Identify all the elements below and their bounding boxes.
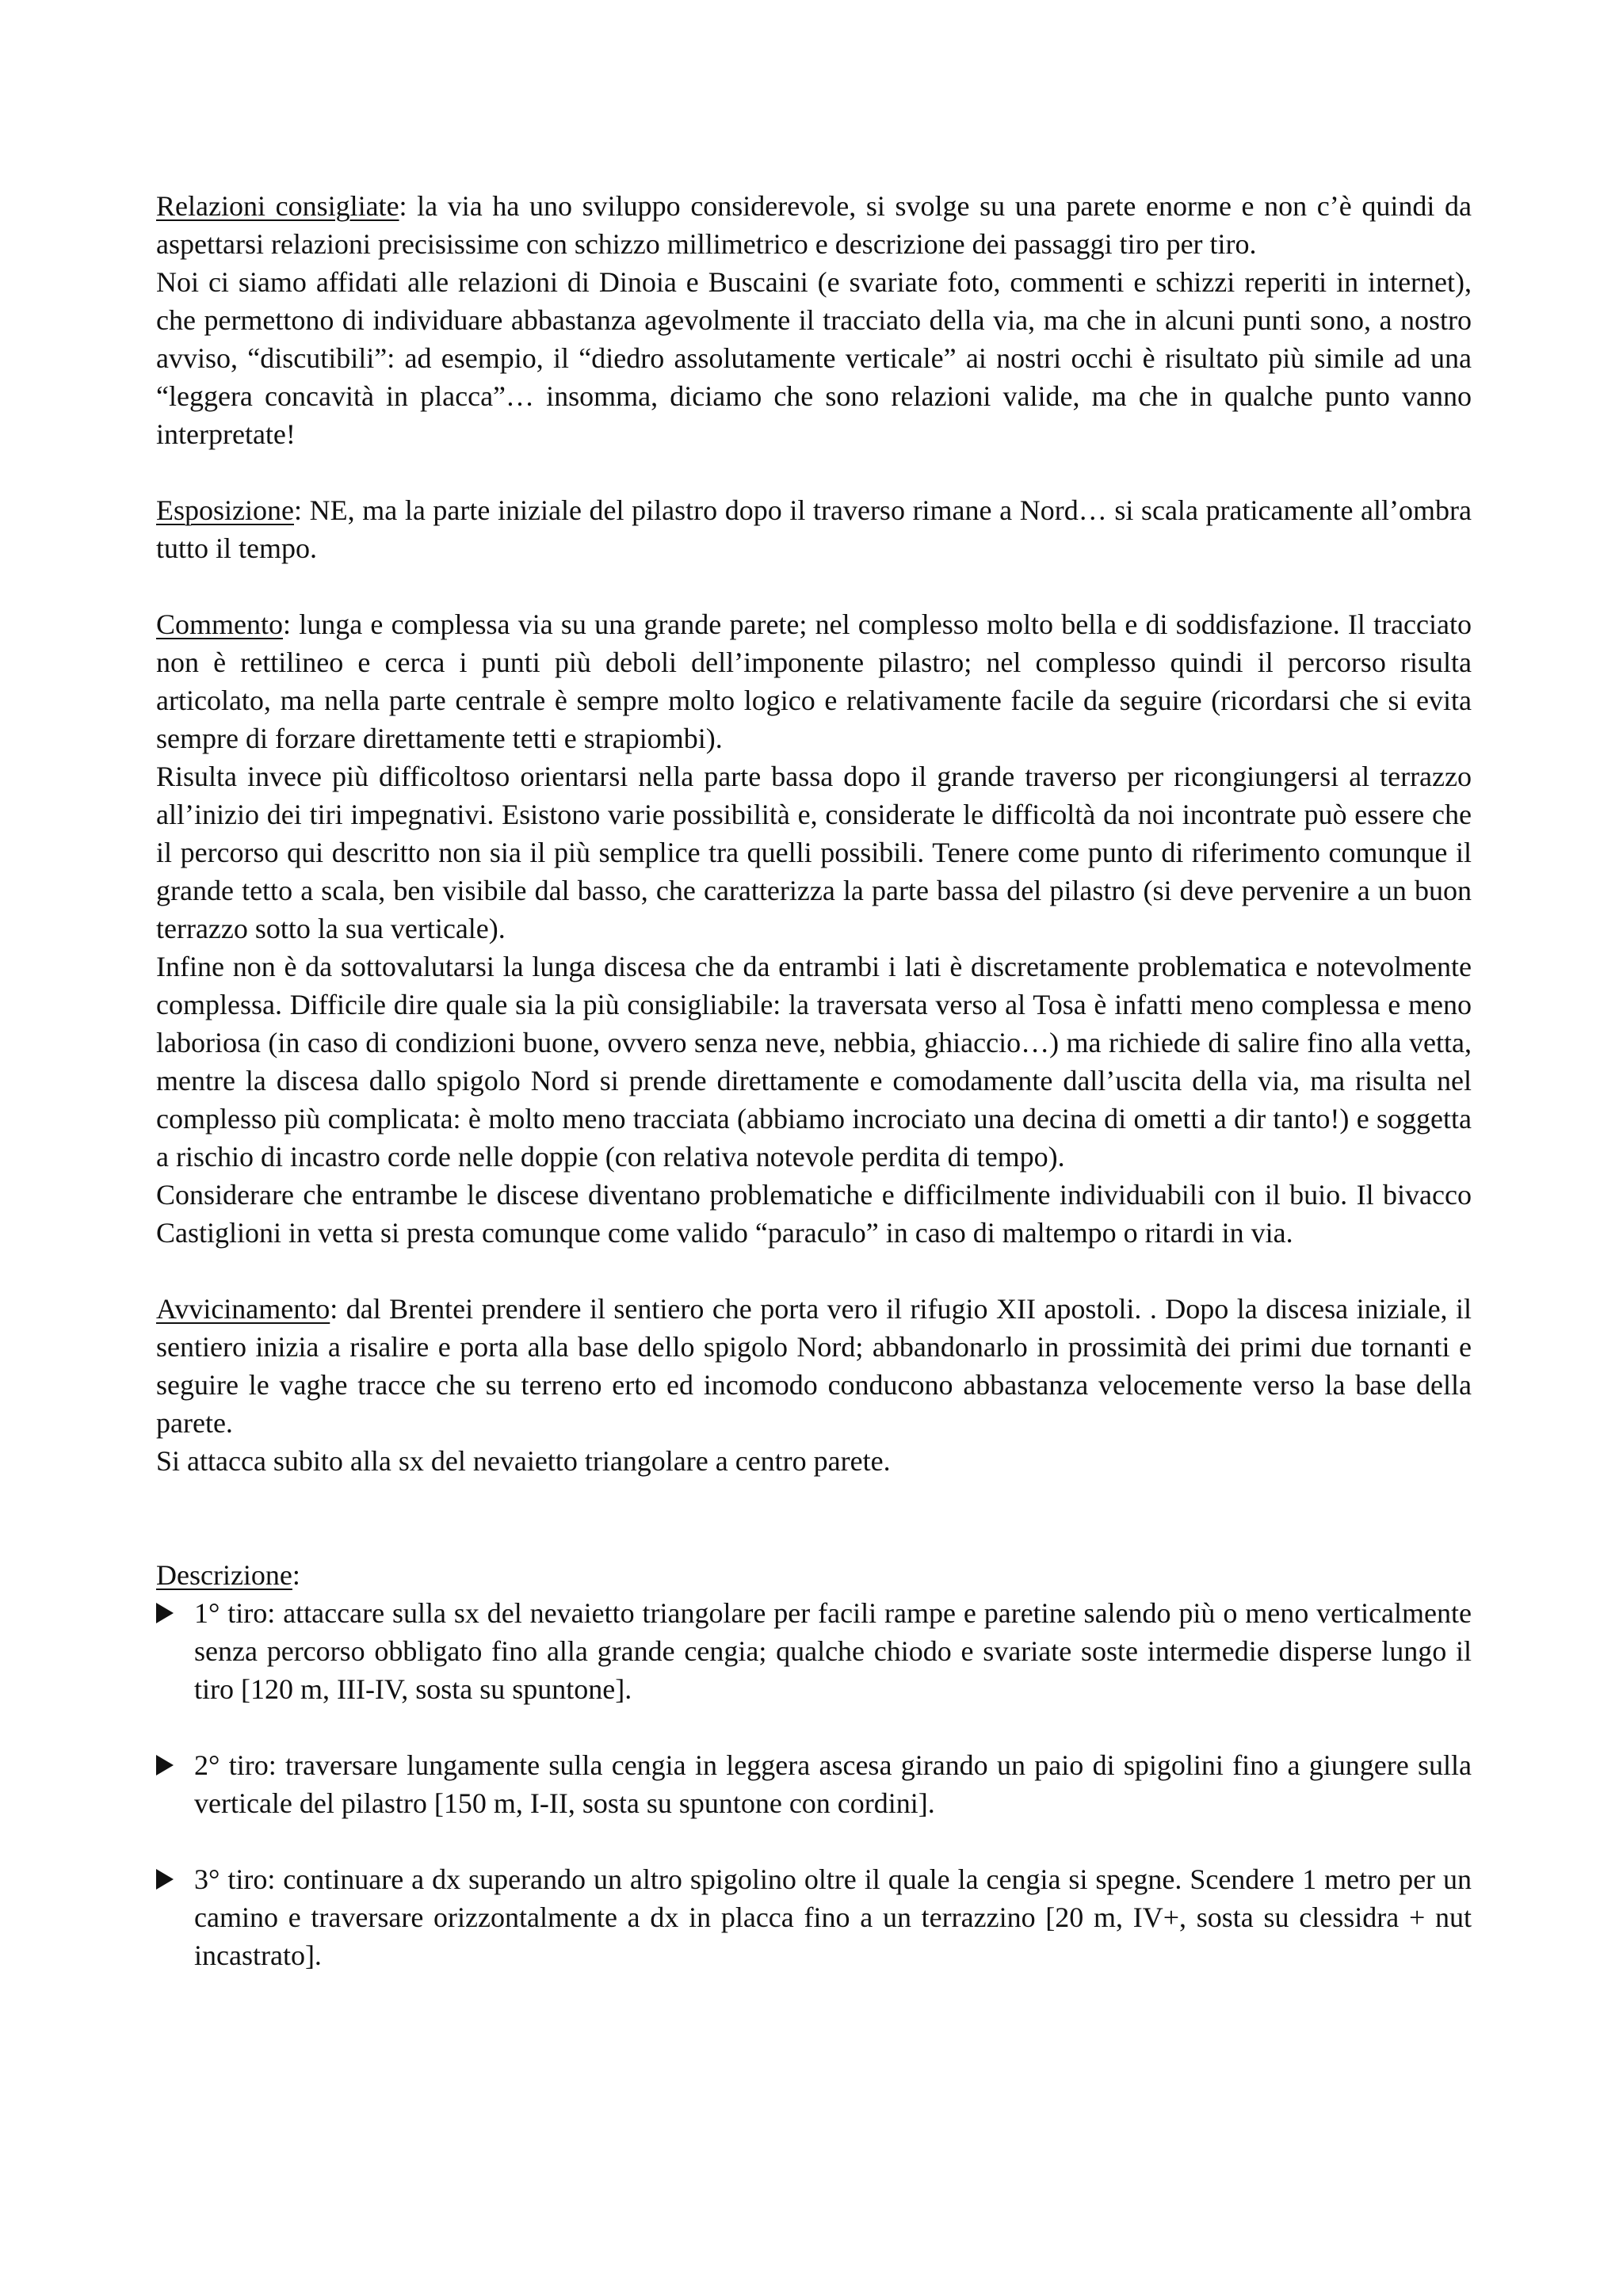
arrow-bullet-icon xyxy=(156,1869,174,1890)
pitch-item-3 xyxy=(156,1860,1472,1974)
avvicinamento-paragraph-1 xyxy=(156,1290,1472,1442)
avvicinamento-text-1: : dal Brentei prendere il sentiero che porta vero il rifugio XII apostoli. . Dopo la discesa iniziale, il sentiero inizia a risalire e porta alla base dello spigolo Nord; abbandonarlo in prossimità dei primi due tornanti e seguire le vaghe tracce che su terreno erto ed incomodo conducono abbastanza velocemente verso la base della parete. xyxy=(156,1293,1472,1439)
commento-text-1: : lunga e complessa via su una grande parete; nel complesso molto bella e di soddisfazione. Il tracciato non è rettilineo e cerca i punti più deboli dell’imponente pilastro; nel complesso quindi il percorso risulta articolato, ma nella parte centrale è sempre molto logico e relativamente facile da seguire (ricordarsi che si evita sempre di forzare direttamente tetti e strapiombi). xyxy=(156,608,1472,754)
commento-paragraph-3: Infine non è da sottovalutarsi la lunga discesa che da entrambi i lati è discretamente problematica e notevolmente complessa. Difficile dire quale sia la più consigliabile: la traversata verso al Tosa è infatti meno complessa e meno laboriosa (in caso di condizioni buone, ovvero senza neve, nebbia, ghiaccio…) ma richiede di salire fino alla vetta, mentre la discesa dallo spigolo Nord si prende direttamente e comodamente dall’uscita della via, ma risulta nel complesso più complicata: è molto meno tracciata (abbiamo incrociato una decina di ometti a dir tanto!) e soggetta a rischio di incastro corde nelle doppie (con relativa notevole perdita di tempo). xyxy=(156,951,1472,1173)
document-page xyxy=(156,187,1472,1974)
commento-paragraph-1 xyxy=(156,605,1472,757)
relazioni-text-1: : la via ha uno sviluppo considerevole, si svolge su una parete enorme e non c’è quindi da aspettarsi relazioni precisissime con schizzo millimetrico e descrizione dei passaggi tiro per tiro. xyxy=(156,190,1472,260)
arrow-bullet-icon xyxy=(156,1603,174,1623)
avvicinamento-heading: Avvicinamento xyxy=(156,1293,330,1325)
esposizione-heading: Esposizione xyxy=(156,494,294,526)
avvicinamento-paragraph-2: Si attacca subito alla sx del nevaietto triangolare a centro parete. xyxy=(156,1445,891,1477)
spacer xyxy=(156,1822,1472,1860)
relazioni-paragraph-2: Noi ci siamo affidati alle relazioni di Dinoia e Buscaini (e svariate foto, commenti e schizzi reperiti in internet), che permettono di individuare abbastanza agevolmente il tracciato della via, ma che in alcuni punti sono, a nostro avviso, “discutibili”: ad esempio, il “diedro assolutamente verticale” ai nostri occhi è risultato più simile ad una “leggera concavità in placca”… insomma, diciamo che sono relazioni valide, ma che in qualche punto vanno interpretate! xyxy=(156,266,1472,450)
spacer xyxy=(156,453,1472,491)
esposizione-paragraph xyxy=(156,491,1472,567)
arrow-bullet-icon xyxy=(156,1755,174,1775)
pitch-text: 2° tiro: traversare lungamente sulla cengia in leggera ascesa girando un paio di spigolini fino a giungere sulla verticale del pilastro [150 m, I-II, sosta su spuntone con cordini]. xyxy=(194,1749,1472,1819)
spacer xyxy=(156,1480,1472,1556)
commento-heading: Commento xyxy=(156,608,283,640)
commento-paragraph-2: Risulta invece più difficoltoso orientarsi nella parte bassa dopo il grande traverso per ricongiungersi al terrazzo all’inizio dei tiri impegnativi. Esistono varie possibilità e, considerate le difficoltà da noi incontrate può essere che il percorso qui descritto non sia il più semplice tra quelli possibili. Tenere come punto di riferimento comunque il grande tetto a scala, ben visibile dal basso, che caratterizza la parte bassa del pilastro (si deve pervenire a un buon terrazzo sotto la sua verticale). xyxy=(156,761,1472,944)
descrizione-colon: : xyxy=(292,1559,300,1591)
pitch-item-1 xyxy=(156,1594,1472,1708)
spacer xyxy=(156,567,1472,605)
pitch-item-2 xyxy=(156,1746,1472,1822)
pitch-text: 3° tiro: continuare a dx superando un altro spigolino oltre il quale la cengia si spegne. Scendere 1 metro per un camino e traversare orizzontalmente a dx in placca fino a un terrazzino [20 m, IV+, sosta su clessidra + nut incastrato]. xyxy=(194,1863,1472,1971)
relazioni-heading: Relazioni consigliate xyxy=(156,190,399,222)
descrizione-heading-line xyxy=(156,1556,1472,1594)
commento-paragraph-4: Considerare che entrambe le discese diventano problematiche e difficilmente individuabili con il buio. Il bivacco Castiglioni in vetta si presta comunque come valido “paraculo” in caso di maltempo o ritardi in via. xyxy=(156,1179,1472,1249)
esposizione-text: : NE, ma la parte iniziale del pilastro dopo il traverso rimane a Nord… si scala praticamente all’ombra tutto il tempo. xyxy=(156,494,1472,564)
relazioni-paragraph-1 xyxy=(156,187,1472,263)
spacer xyxy=(156,1252,1472,1290)
descrizione-heading: Descrizione xyxy=(156,1559,292,1591)
spacer xyxy=(156,1708,1472,1746)
pitch-text: 1° tiro: attaccare sulla sx del nevaietto triangolare per facili rampe e paretine salendo più o meno verticalmente senza percorso obbligato fino alla grande cengia; qualche chiodo e svariate soste intermedie disperse lungo il tiro [120 m, III-IV, sosta su spuntone]. xyxy=(194,1597,1472,1705)
